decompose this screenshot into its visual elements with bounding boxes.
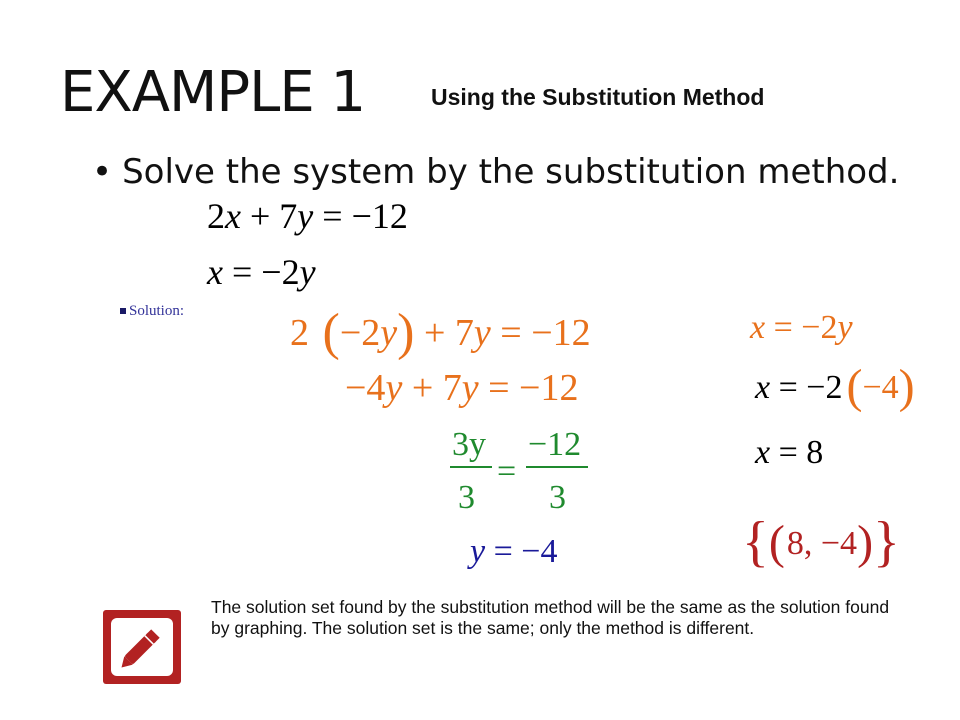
solution-label-text: Solution: xyxy=(129,303,185,319)
slide-subtitle: Using the Substitution Method xyxy=(431,84,765,110)
back-sub-line3: x = 8 xyxy=(755,434,824,471)
solution-set: {(8, −4)} xyxy=(742,511,900,573)
step3-right-numerator: −12 xyxy=(528,426,582,463)
note-icon-frame xyxy=(111,618,173,676)
system-eq1: 2x + 7y = −12 xyxy=(207,196,408,236)
step3-left-denominator: 3 xyxy=(458,479,475,516)
bullet-dot-icon: • xyxy=(92,152,113,192)
back-sub-line2: x = −2(−4) xyxy=(755,360,915,413)
step2-equation: −4y + 7y = −12 xyxy=(345,367,579,409)
instruction-text: Solve the system by the substitution method. xyxy=(122,152,900,192)
back-sub-line1: x = −2y xyxy=(750,309,853,346)
step3-equals: = xyxy=(497,453,517,490)
note-text: The solution set found by the substitution method will be the same as the solution found by graphing. The solution set is the same; only the method is different. xyxy=(211,597,890,638)
system-eq2: x = −2y xyxy=(207,252,316,292)
step3-right-denominator: 3 xyxy=(549,479,566,516)
pencil-icon xyxy=(111,618,173,676)
step3-division xyxy=(450,426,588,516)
step4-equation: y = −4 xyxy=(470,533,558,570)
step1-equation: 2 (−2y) + 7y = −12 xyxy=(290,304,591,361)
note-icon-box xyxy=(103,610,181,684)
step3-left-numerator: 3y xyxy=(452,426,486,463)
slide-title: EXAMPLE 1 xyxy=(60,60,366,125)
